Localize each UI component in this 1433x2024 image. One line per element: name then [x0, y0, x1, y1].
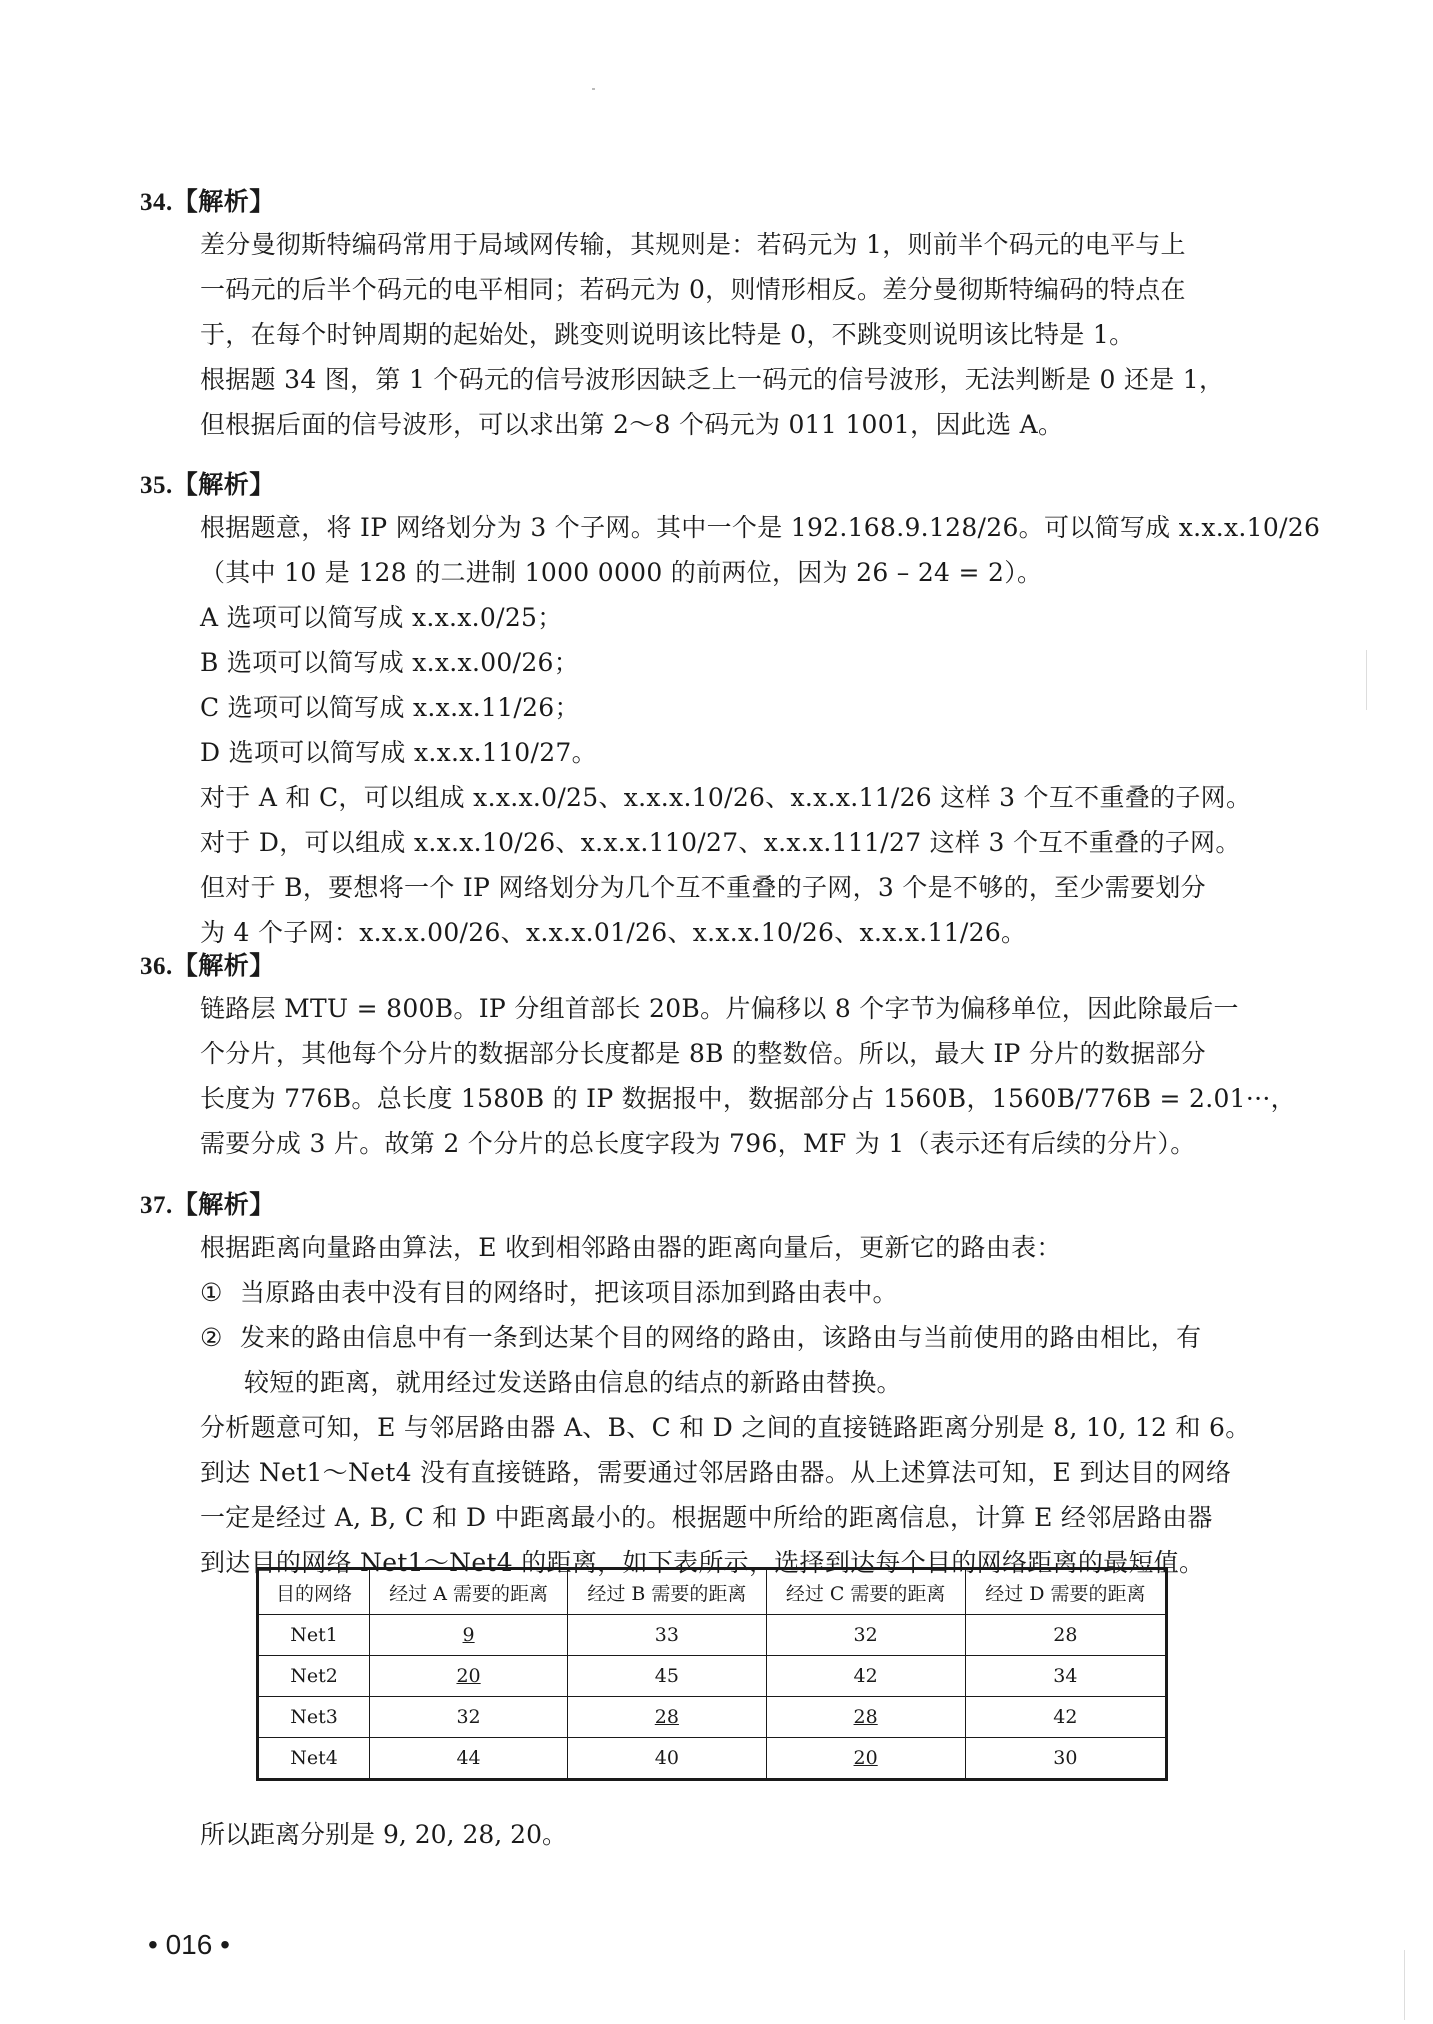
section-number: 36. — [140, 953, 173, 980]
paragraph-line: 个分片，其他每个分片的数据部分长度都是 8B 的整数倍。所以，最大 IP 分片的数据部分 — [200, 1039, 1206, 1068]
section-37 — [140, 1185, 1290, 1585]
column-header: 经过 B 需要的距离 — [568, 1569, 766, 1615]
paragraph-line: 但对于 B，要想将一个 IP 网络划分为几个互不重叠的子网，3 个是不够的，至少需要划分 — [200, 873, 1206, 902]
paragraph-line: 到达 Net1～Net4 没有直接链路，需要通过邻居路由器。从上述算法可知，E 到达目的网络 — [200, 1458, 1232, 1487]
paragraph-line: （其中 10 是 128 的二进制 1000 0000 的前两位，因为 26 – 24 = 2）。 — [200, 558, 1043, 587]
paragraph-line: 根据题 34 图，第 1 个码元的信号波形因缺乏上一码元的信号波形，无法判断是 0 还是 1， — [200, 365, 1225, 394]
table-cell: Net1 — [258, 1615, 370, 1656]
section-number: 35. — [140, 472, 173, 499]
column-header: 目的网络 — [258, 1569, 370, 1615]
table-cell: 28 — [568, 1697, 766, 1738]
table-cell: 44 — [370, 1738, 568, 1780]
table-cell: 30 — [965, 1738, 1166, 1780]
paragraph-line: 对于 D，可以组成 x.x.x.10/26、x.x.x.110/27、x.x.x.111/27 这样 3 个互不重叠的子网。 — [200, 828, 1241, 857]
paragraph-line: 分析题意可知，E 与邻居路由器 A、B、C 和 D 之间的直接链路距离分别是 8, 10, 12 和 6。 — [200, 1413, 1251, 1442]
column-header: 经过 C 需要的距离 — [766, 1569, 965, 1615]
table-cell: 32 — [370, 1697, 568, 1738]
paragraph-line: C 选项可以简写成 x.x.x.11/26； — [200, 693, 580, 722]
table-cell: 40 — [568, 1738, 766, 1780]
table-cell: Net3 — [258, 1697, 370, 1738]
paragraph-line: 一码元的后半个码元的电平相同；若码元为 0，则情形相反。差分曼彻斯特编码的特点在 — [200, 275, 1186, 304]
table-header-row — [258, 1569, 1167, 1615]
scan-edge-line — [1404, 1950, 1405, 2020]
table-cell: 34 — [965, 1656, 1166, 1697]
section-number: 37. — [140, 1192, 173, 1219]
paragraph-line: 到达目的网络 Net1～Net4 的距离，如下表所示，选择到达每个目的网络距离的最短值。 — [200, 1548, 1205, 1577]
table-cell: 45 — [568, 1656, 766, 1697]
section-heading — [140, 465, 1290, 505]
section-heading — [140, 946, 1290, 986]
paragraph-line: 于，在每个时钟周期的起始处，跳变则说明该比特是 0，不跳变则说明该比特是 1。 — [200, 320, 1135, 349]
section-34 — [140, 182, 1290, 447]
table-row — [258, 1615, 1167, 1656]
paragraph-line: 链路层 MTU = 800B。IP 分组首部长 20B。片偏移以 8 个字节为偏移单位，因此除最后一 — [200, 994, 1239, 1023]
paragraph-line: D 选项可以简写成 x.x.x.110/27。 — [200, 738, 597, 767]
table-cell: 42 — [766, 1656, 965, 1697]
table-cell: 9 — [370, 1615, 568, 1656]
paragraph-line: 根据题意，将 IP 网络划分为 3 个子网。其中一个是 192.168.9.128/26。可以简写成 x.x.x.10/26 — [200, 513, 1321, 542]
list-item-text: 当原路由表中没有目的网络时，把该项目添加到路由表中。 — [240, 1278, 898, 1307]
table-cell: 20 — [766, 1738, 965, 1780]
table-cell: Net2 — [258, 1656, 370, 1697]
paragraph-line: 对于 A 和 C，可以组成 x.x.x.0/25、x.x.x.10/26、x.x.x.11/26 这样 3 个互不重叠的子网。 — [200, 783, 1252, 812]
scan-edge-line — [1366, 650, 1367, 710]
paragraph-line: 为 4 个子网：x.x.x.00/26、x.x.x.01/26、x.x.x.10/26、x.x.x.11/26。 — [200, 918, 1027, 947]
paragraph-line: A 选项可以简写成 x.x.x.0/25； — [200, 603, 563, 632]
section-35 — [140, 465, 1321, 955]
table-cell: 32 — [766, 1615, 965, 1656]
section-title: 【解析】 — [172, 470, 275, 499]
paragraph-line: 一定是经过 A, B, C 和 D 中距离最小的。根据题中所给的距离信息，计算 E 经邻居路由器 — [200, 1503, 1213, 1532]
scan-speck — [592, 88, 595, 90]
distance-table — [256, 1567, 1168, 1781]
paragraph-line: 差分曼彻斯特编码常用于局域网传输，其规则是：若码元为 1，则前半个码元的电平与上 — [200, 230, 1186, 259]
table-cell: 42 — [965, 1697, 1166, 1738]
column-header: 经过 A 需要的距离 — [370, 1569, 568, 1615]
table-cell: Net4 — [258, 1738, 370, 1780]
column-header: 经过 D 需要的距离 — [965, 1569, 1166, 1615]
conclusion-text: 所以距离分别是 9, 20, 28, 20。 — [200, 1820, 567, 1849]
section-heading — [140, 1185, 1290, 1225]
list-item-text: 发来的路由信息中有一条到达某个目的网络的路由，该路由与当前使用的路由相比，有 — [240, 1323, 1202, 1352]
section-36 — [140, 946, 1296, 1166]
paragraph-line: 需要分成 3 片。故第 2 个分片的总长度字段为 796，MF 为 1（表示还有后续的分片）。 — [200, 1129, 1196, 1158]
table-row — [258, 1656, 1167, 1697]
table-cell: 28 — [965, 1615, 1166, 1656]
list-item — [140, 1315, 1290, 1360]
table-cell: 33 — [568, 1615, 766, 1656]
table-cell: 28 — [766, 1697, 965, 1738]
section-title: 【解析】 — [172, 187, 275, 216]
table-cell: 20 — [370, 1656, 568, 1697]
paragraph-line: B 选项可以简写成 x.x.x.00/26； — [200, 648, 580, 677]
paragraph-line: 长度为 776B。总长度 1580B 的 IP 数据报中，数据部分占 1560B，1560B/776B = 2.01···， — [200, 1084, 1296, 1113]
list-item-continuation: 较短的距离，就用经过发送路由信息的结点的新路由替换。 — [244, 1368, 902, 1397]
list-marker: ② — [200, 1323, 223, 1352]
paragraph-line: 根据距离向量路由算法，E 收到相邻路由器的距离向量后，更新它的路由表： — [200, 1233, 1062, 1262]
page-number: • 016 • — [148, 1929, 230, 1960]
list-item — [140, 1270, 1290, 1315]
table-row — [258, 1697, 1167, 1738]
section-title: 【解析】 — [172, 951, 275, 980]
paragraph-line: 但根据后面的信号波形，可以求出第 2～8 个码元为 011 1001，因此选 A。 — [200, 410, 1064, 439]
section-number: 34. — [140, 189, 173, 216]
list-marker: ① — [200, 1278, 223, 1307]
section-heading — [140, 182, 1290, 222]
section-title: 【解析】 — [172, 1190, 275, 1219]
table-row — [258, 1738, 1167, 1780]
